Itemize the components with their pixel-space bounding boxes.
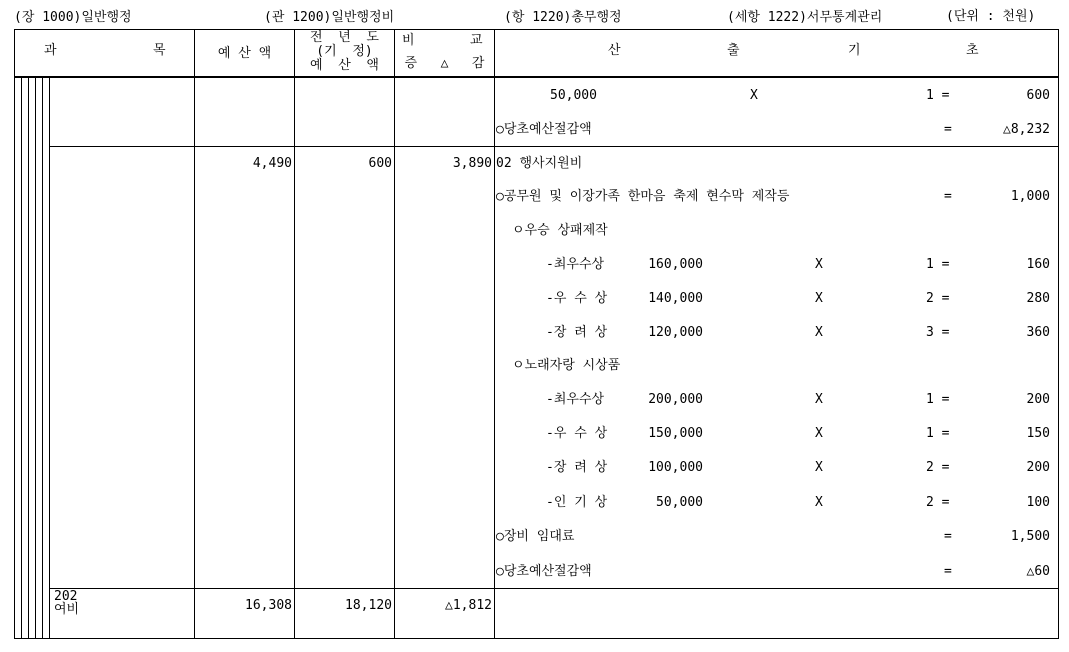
section2-title: 02 행사지원비 — [496, 156, 583, 171]
calc-subheading: ㅇ우승 상패제작 — [512, 223, 608, 238]
section3-diff: △1,812 — [445, 598, 492, 613]
header-unit: (단위 : 천원) — [946, 9, 1036, 24]
section3-prev: 18,120 — [345, 598, 392, 613]
header-hang: (항 1220)총무행정 — [504, 10, 622, 25]
header-gwan: (관 1200)일반행정비 — [264, 10, 395, 25]
header-jang: (장 1000)일반행정 — [14, 10, 132, 25]
calc-subheading: ㅇ노래자랑 시상품 — [512, 358, 621, 373]
col-header-budget: 예 산 액 — [217, 46, 272, 61]
header-sehang: (세항 1222)서무통계관리 — [727, 10, 883, 25]
section2-prev: 600 — [368, 156, 392, 171]
section3-budget: 16,308 — [245, 598, 292, 613]
section2-diff: 3,890 — [452, 156, 492, 171]
section2-budget: 4,490 — [252, 156, 292, 171]
